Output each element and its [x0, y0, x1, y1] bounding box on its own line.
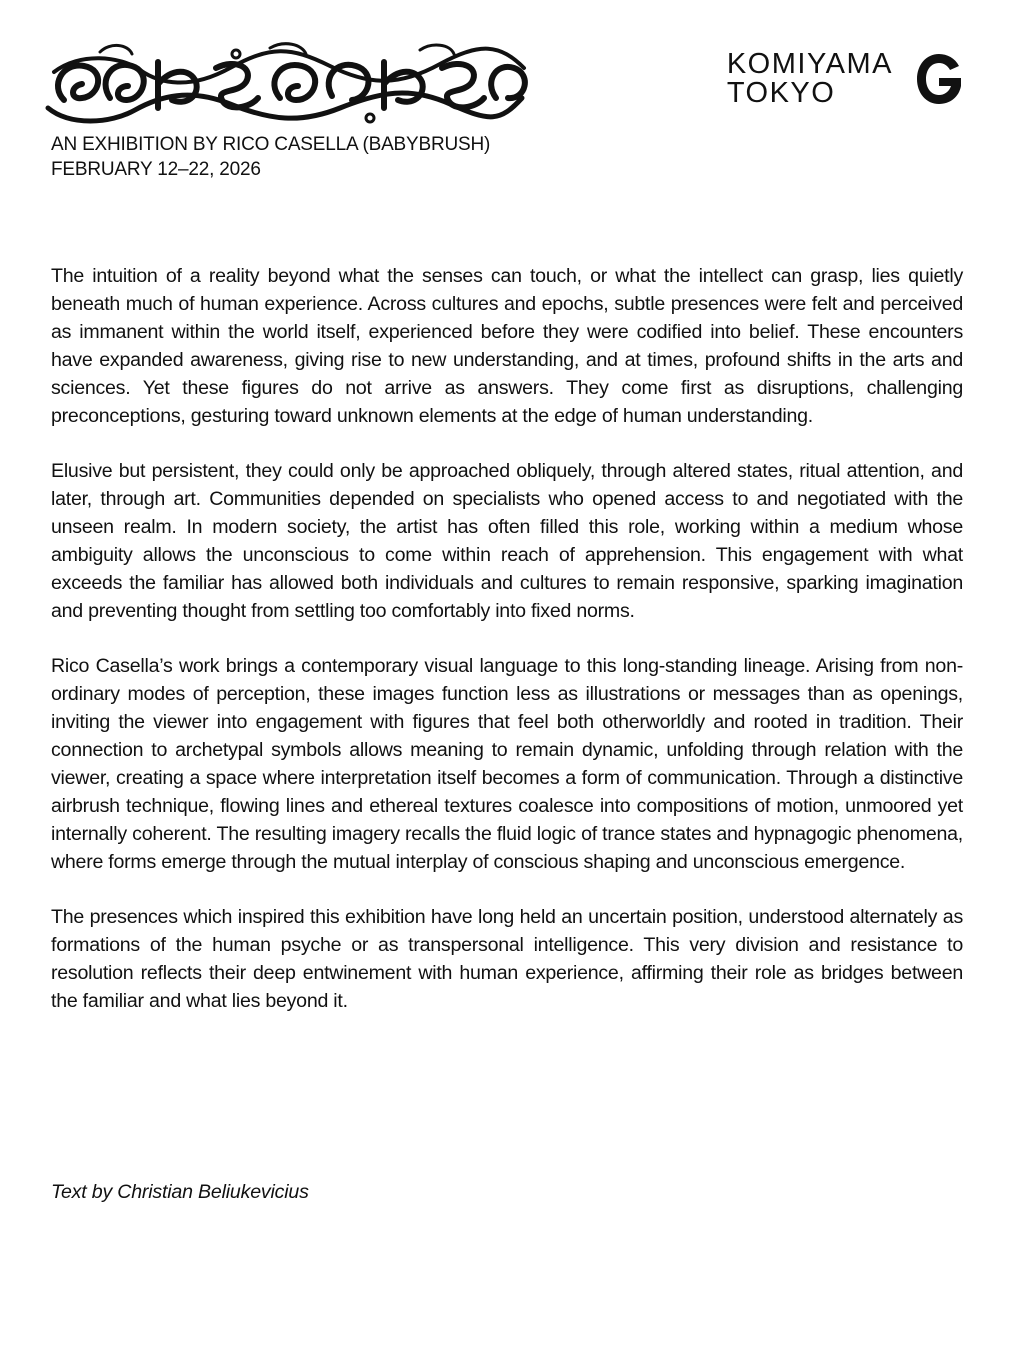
gallery-name-line1: KOMIYAMA	[726, 48, 893, 80]
essay-paragraph-1: The intuition of a reality beyond what the senses can touch, or what the intellect can grasp, lies quietly beneath much of human experience. Across cultures and epochs, subtle presences were felt and perceived as immanent within the world itself, experienced before they were codified into belief. These encounters have expanded awareness, giving rise to new understanding, and at times, profound shifts in the arts and sciences. Yet these figures do not arrive as answers. They come first as disruptions, challenging preconceptions, gesturing toward unknown elements at the edge of human understanding.	[51, 265, 963, 427]
exhibition-dates: FEBRUARY 12–22, 2026	[51, 159, 261, 180]
essay-paragraph-3: Rico Casella’s work brings a contemporary visual language to this long-standing lineage. Arising from non-ordinary modes of perception, these images function less as illustrations or messages than as openings, inviting the viewer into engagement with figures that feel both otherworldly and rooted in tradition. Their connection to archetypal symbols allows meaning to remain dynamic, unfolding through relation with the viewer, creating a space where interpretation itself becomes a form of communication. Through a distinctive airbrush technique, flowing lines and ethereal textures coalesce into compositions of motion, unmoored yet internally coherent. The resulting imagery recalls the fluid logic of trance states and hypnagogic phenomena, where forms emerge through the mutual interplay of conscious shaping and unconscious emergence.	[51, 655, 963, 873]
essay-paragraph-4: The presences which inspired this exhibition have long held an uncertain position, understood alternately as formations of the human psyche or as transpersonal intelligence. This very division and resistance to resolution reflects their deep entwinement with human experience, affirming their role as bridges between the familiar and what lies beyond it.	[51, 906, 963, 1012]
g-logo-icon	[915, 52, 963, 106]
exhibition-subtitle	[51, 132, 490, 182]
gallery-logo	[727, 50, 963, 108]
essay-body	[51, 262, 963, 1042]
author-credit: Text by Christian Beliukevicius	[51, 1181, 309, 1203]
essay-paragraph-2: Elusive but persistent, they could only be approached obliquely, through altered states, ritual attention, and later, through art. Communities depended on specialists who opened access to and negotiated with the unseen realm. In modern society, the artist has often filled this role, working within a medium whose ambiguity allows the unconscious to come within reach of apprehension. This engagement with what exceeds the familiar has allowed both individuals and cultures to remain responsive, sparking imagination and preventing thought from settling too comfortably into fixed norms.	[51, 460, 963, 622]
ornamental-wordmark-logo	[40, 38, 530, 130]
gallery-name-line2: TOKYO	[726, 77, 836, 109]
gallery-name	[727, 50, 893, 108]
exhibition-artist-line: AN EXHIBITION BY RICO CASELLA (BABYBRUSH)	[51, 134, 491, 155]
